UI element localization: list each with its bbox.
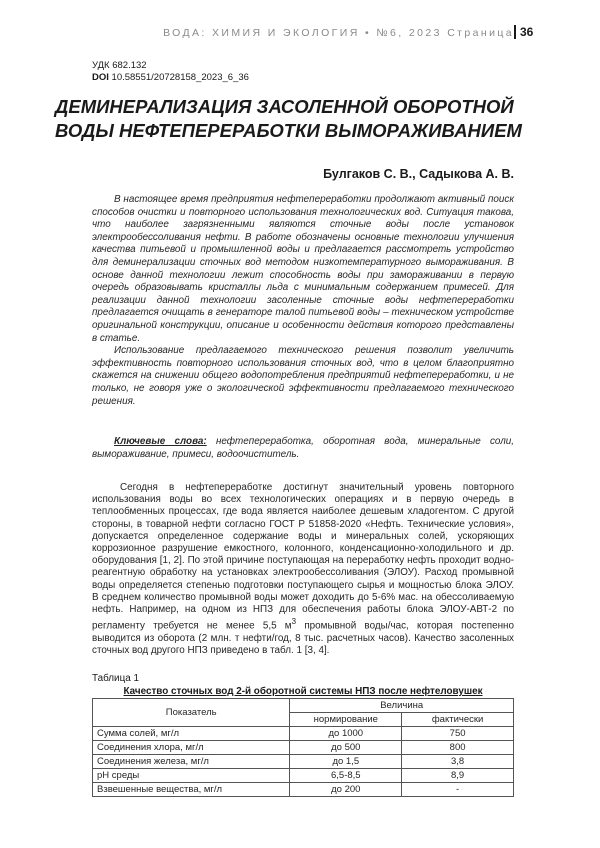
cell-norm: до 200 [290,783,402,797]
table-header-row [93,699,514,713]
abstract [92,194,514,408]
cell-actual: 800 [402,741,514,755]
cell-norm: до 1000 [290,727,402,741]
superscript: 3 [291,617,297,627]
article-title: ДЕМИНЕРАЛИЗАЦИЯ ЗАСОЛЕННОЙ ОБОРОТНОЙ ВОДЫ НЕФТЕПЕРЕРАБОТКИ ВЫМОРАЖИВАНИЕМ [55,96,522,141]
article-authors: Булгаков С. В., Садыкова А. В. [323,167,514,181]
keywords-paragraph [92,436,514,461]
body-paragraph-tail: промывной воды/час, которая постепенно выводится из оборота (2 млн. т нефти/год, 8 тыс. расчетных часов). Качество засоленных сточных вод другого НПЗ приведено в табл. 1 [3, 4]. [92,620,514,656]
table-row [93,755,514,769]
cell-indicator: pH среды [93,769,290,783]
cell-indicator: Сумма солей, мг/л [93,727,290,741]
cell-actual: - [402,783,514,797]
table-label: Таблица 1 [92,673,139,684]
header-value: Величина [290,699,514,713]
table-row [93,769,514,783]
table-row [93,741,514,755]
cell-norm: до 1,5 [290,755,402,769]
table-title: Качество сточных вод 2-й оборотной системы НПЗ после нефтеловушек [123,686,483,697]
doi-line [92,72,249,83]
header-actual: фактически [402,713,514,727]
udk-code: УДК 682.132 [92,60,147,71]
table-row [93,727,514,741]
abstract-paragraph: В настоящее время предприятия нефтепереработки продолжают активный поиск способов очистки и повторного использования технологических вод. Ситуация такова, что наиболее загрязненными являются сточные воды после установок электрообессоливания нефти. В работе обозначены основные технологии улучшения качества питьевой и промышленной воды и предлагается рассмотреть устройство для деминерализации сточных вод методом низкотемпературного вымораживания. В основе данной технологии лежит способность воды при замораживании в первую очередь образовывать кристаллы льда с минимальным содержанием примесей. Для реализации данной технологии засоленные сточные воды нефтепереработки предлагается очищать в генераторе талой питьевой воды – техническом устройстве оригинальной конструкции, описание и особенности действия которого представлены в статье. [92,194,514,344]
cell-indicator: Взвешенные вещества, мг/л [93,783,290,797]
table-row [93,783,514,797]
keywords-label: Ключевые слова: [114,436,207,447]
cell-indicator: Соединения хлора, мг/л [93,741,290,755]
header-norm: нормирование [290,713,402,727]
body-paragraph [92,482,514,657]
body-text [92,482,514,657]
cell-norm: до 500 [290,741,402,755]
body-paragraph-text: Сегодня в нефтепереработке достигнут значительный уровень повторного использования воды во всех технологических операциях и в первую очередь в теплообменных процессах, где вода является наиболее дешевым хладогентом. С другой стороны, в товарной нефти согласно ГОСТ Р 51858-2020 «Нефть. Технические условия», допускается определенное содержание воды и минеральных солей, ускоряющих коррозионное разрушение емкостного, колонного, конденсационно-холодильного и др. оборудования [1, 2]. По этой причине поступающая на переработку нефть проходит водно-реагентную обработку на установках электрообессоливания (ЭЛОУ). Расход промывной воды определяется степенью подготовки поступающего сырья и мощностью блока ЭЛОУ. В среднем количество промывной воды может доходить до 5-6% мас. на обессоливаемую нефть. Например, на одном из НПЗ для обеспечения работы блока ЭЛОУ-АВТ-2 по регламенту требуется не менее 5,5 м [92,482,514,632]
water-quality-table [92,698,514,797]
header-indicator: Показатель [93,699,290,727]
doi-label: DOI [92,72,109,83]
cell-indicator: Соединения железа, мг/л [93,755,290,769]
doi-value: 10.58551/20728158_2023_6_36 [111,72,249,83]
cell-actual: 8,9 [402,769,514,783]
cell-actual: 3,8 [402,755,514,769]
keywords [92,436,514,461]
cell-actual: 750 [402,727,514,741]
page-number: 36 [514,25,533,39]
cell-norm: 6,5-8,5 [290,769,402,783]
keywords-text: нефтепереработка, оборотная вода, минеральные соли, вымораживание, примеси, водоочиститель. [92,436,515,460]
abstract-paragraph: Использование предлагаемого технического решения позволит увеличить эффективность повторного использования сточных вод, что в целом благоприятно скажется на снижении общего водопотребления предприятий нефтепереработки, и не только, не говоря уже о экологической эффективности предлагаемого технического решения. [92,345,514,407]
running-header: ВОДА: ХИМИЯ И ЭКОЛОГИЯ • №6, 2023 Страница [163,27,514,39]
